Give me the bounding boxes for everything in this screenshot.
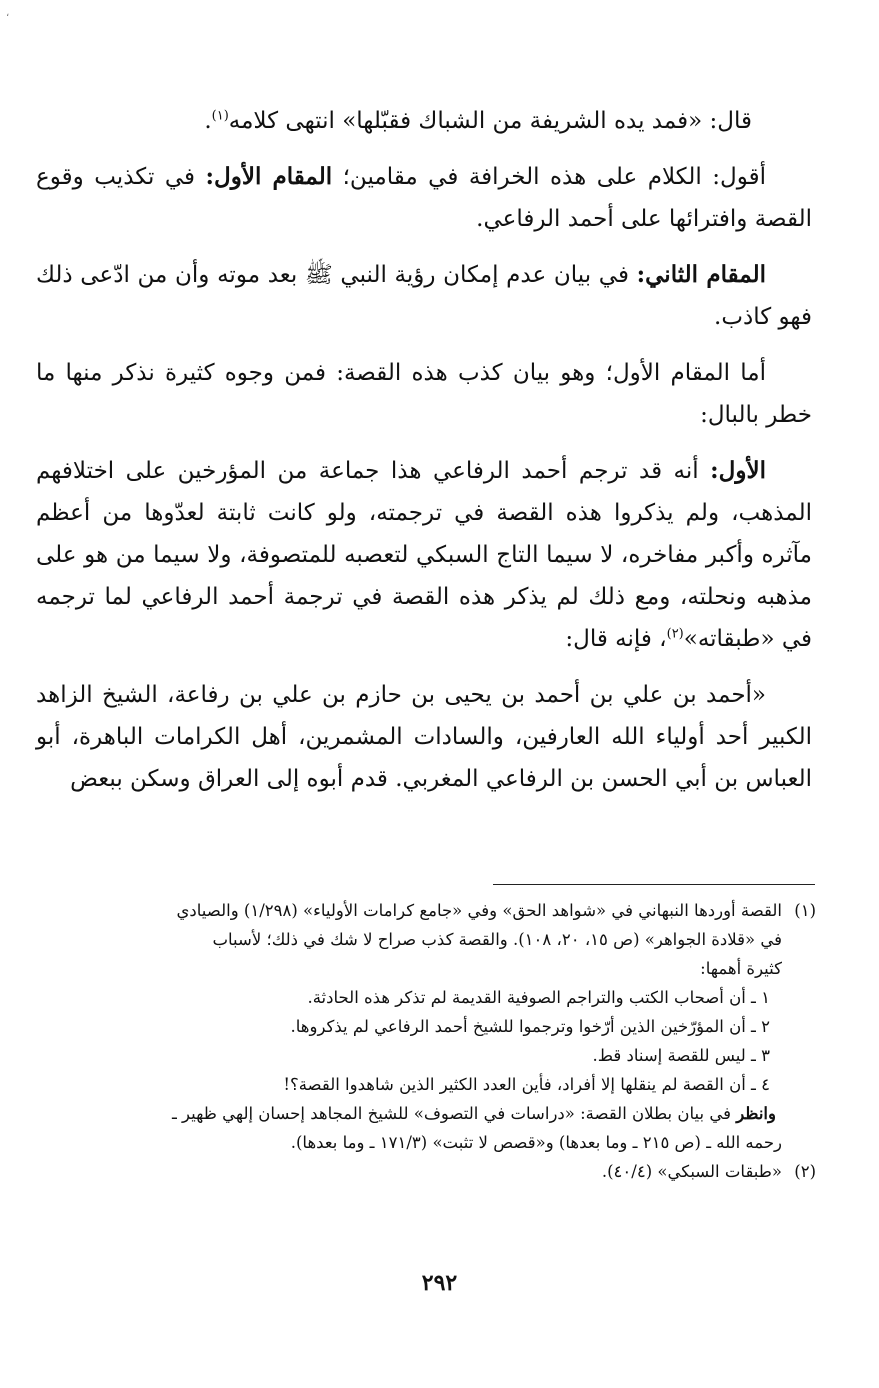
corner-mark: ، (6, 8, 10, 19)
footnote-see-also-continuation: رحمه الله ـ (ص ٢١٥ ـ وما بعدها) و«قصص لا تثبت» (١٧١/٣ ـ وما بعدها). (290, 1133, 782, 1152)
paragraph-two-stations (36, 156, 812, 240)
footnotes (40, 896, 816, 1186)
footnote-text: «طبقات السبكي» (٤٠/٤). (601, 1162, 782, 1181)
main-text (36, 100, 812, 814)
footnote-1 (40, 896, 816, 925)
paragraph-text: أقول: الكلام على هذه الخرافة في مقامين؛ (332, 164, 767, 190)
footnote-list-item: ٤ ـ أن القصة لم ينقلها إلا أفراد، فأين العدد الكثير الذين شاهدوا القصة؟! (283, 1075, 770, 1094)
paragraph-text: أنه قد ترجم أحمد الرفاعي هذا جماعة من المؤرخين على اختلافهم المذهب، ولم يذكروا هذه القصة في ترجمته، ولو كانت ثابتة لعدّوها من أعظم مآثره وأكبر مفاخره، لا سيما التاج السبكي لتعصبه للمتصوفة، ولا سيما من هو على مذهبه ونحلته، ومع ذلك لم يذكر هذه القصة في ترجمة أحمد الرفاعي لما ترجمه في «طبقاته» (36, 458, 812, 652)
footnote-text: في بيان بطلان القصة: «دراسات في التصوف» للشيخ المجاهد إحسان إلهي ظهير ـ (171, 1104, 737, 1123)
paragraph-quote (36, 100, 812, 142)
footnote-see-also (40, 1099, 776, 1128)
heading-first-reason: الأول: (710, 457, 766, 484)
paragraph-text: في بيان عدم إمكان رؤية النبي ﷺ بعد موته وأن من ادّعى ذلك فهو كاذب. (36, 262, 812, 330)
paragraph-first-station-intro (36, 352, 812, 436)
paragraph-first-reason (36, 450, 812, 660)
page-number: ٢٩٢ (421, 1270, 458, 1296)
paragraph-second-station (36, 254, 812, 338)
footnote-ref-1: (١) (211, 108, 229, 124)
footnote-list-item: ٢ ـ أن المؤرّخين الذين أرّخوا وترجموا للشيخ أحمد الرفاعي لم يذكروها. (290, 1017, 770, 1036)
footnote-number: (٢) (794, 1162, 816, 1181)
footnote-list-item: ٣ ـ ليس للقصة إسناد قط. (592, 1046, 770, 1065)
footnote-2 (40, 1157, 816, 1186)
paragraph-end: ، فإنه قال: (565, 626, 667, 652)
footnote-number: (١) (794, 901, 816, 920)
heading-first-station: المقام الأول: (205, 163, 333, 190)
see-also-label: وانظر (736, 1104, 776, 1123)
footnote-1-continuation: في «قلادة الجواهر» (ص ١٥، ٢٠، ١٠٨). والقصة كذب صراح لا شك في ذلك؛ لأسباب (212, 930, 782, 949)
heading-second-station: المقام الثاني: (636, 261, 767, 288)
paragraph-end: . (204, 108, 212, 134)
paragraph-biography-quote (36, 674, 812, 800)
footnote-separator (493, 884, 815, 885)
footnote-list-item: ١ ـ أن أصحاب الكتب والتراجم الصوفية القديمة لم تذكر هذه الحادثة. (307, 988, 770, 1007)
paragraph-text: في تكذيب وقوع القصة وافترائها على أحمد الرفاعي. (36, 164, 812, 232)
paragraph-text: أما المقام الأول؛ وهو بيان كذب هذه القصة: فمن وجوه كثيرة نذكر منها ما خطر بالبال: (36, 360, 812, 428)
footnote-1-continuation: كثيرة أهمها: (700, 959, 782, 978)
footnote-ref-2: (٢) (666, 626, 684, 642)
footnote-text: القصة أوردها النبهاني في «شواهد الحق» وفي «جامع كرامات الأولياء» (١/٢٩٨) والصيادي (176, 901, 782, 920)
paragraph-text: قال: «فمد يده الشريفة من الشباك فقبّلها» انتهى كلامه (228, 108, 752, 134)
paragraph-text: «أحمد بن علي بن أحمد بن يحيى بن حازم بن علي بن رفاعة، الشيخ الزاهد الكبير أحد أولياء الله العارفين، والسادات المشمرين، أهل الكرامات الباهرة، أبو العباس بن أبي الحسن بن الرفاعي المغربي. قدم أبوه إلى العراق وسكن ببعض (36, 682, 812, 792)
